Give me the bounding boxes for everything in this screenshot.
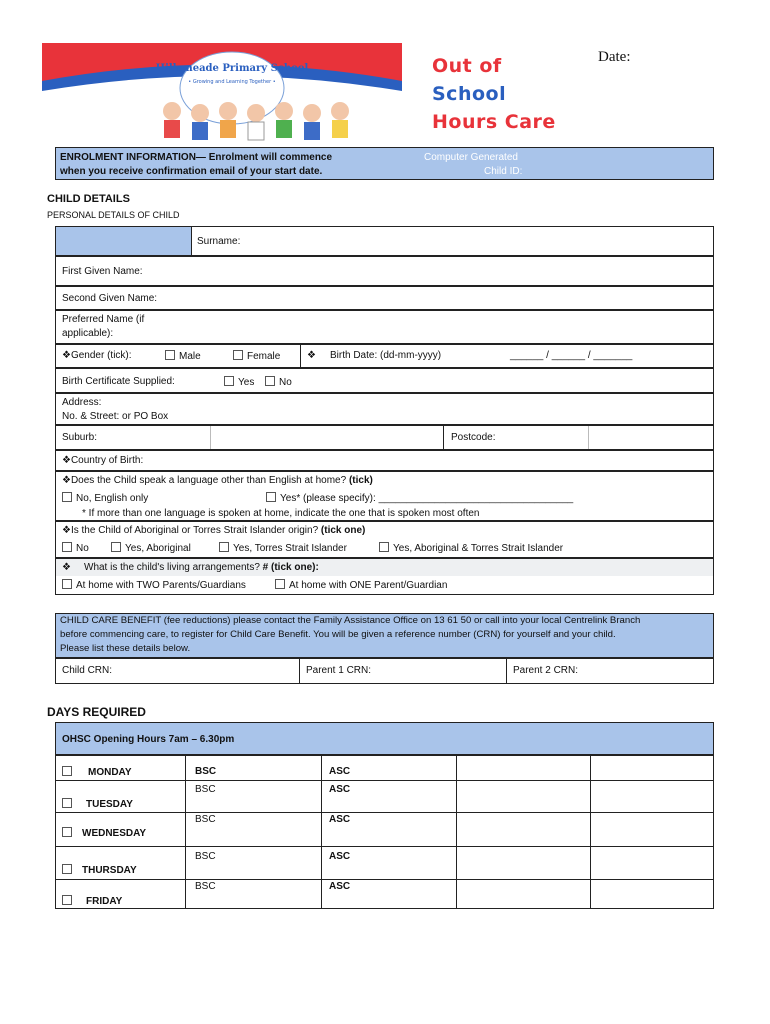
days-col-4 <box>590 755 591 909</box>
aboriginal-yes-option[interactable]: Yes, Aboriginal <box>111 542 191 555</box>
date-label: Date: <box>598 49 631 65</box>
yes-language-checkbox[interactable] <box>266 492 276 502</box>
no-english-checkbox[interactable] <box>62 492 72 502</box>
male-option[interactable]: Male <box>165 350 201 363</box>
birth-cert-no[interactable]: No <box>265 376 292 389</box>
first-given-name-label: First Given Name: <box>62 266 143 277</box>
living-one-option[interactable]: At home with ONE Parent/Guardian <box>275 579 447 592</box>
parent1-crn-field[interactable]: Parent 1 CRN: <box>306 665 372 676</box>
gender-label: ❖Gender (tick): <box>62 350 132 361</box>
birth-cert-yes-checkbox[interactable] <box>224 376 234 386</box>
torres-strait-option[interactable]: Yes, Torres Strait Islander <box>219 542 347 555</box>
ccb-info-line2: before commencing care, to register for Child Care Benefit. You will be given a reference number (CRN) for yourself and your child. <box>60 629 616 640</box>
gender-divider <box>300 344 301 368</box>
program-title: Out of School Hours Care <box>432 55 556 133</box>
birth-date-field[interactable]: ______ / ______ / _______ <box>510 350 633 361</box>
ccb-info-line3: Please list these details below. <box>60 643 191 654</box>
days-col-2 <box>321 755 322 909</box>
thursday-asc[interactable]: ASC <box>329 851 351 862</box>
monday-checkbox[interactable] <box>62 766 72 776</box>
torres-strait-checkbox[interactable] <box>219 542 229 552</box>
diamond-bullet-icon: ❖ <box>307 350 316 361</box>
parent2-crn-field[interactable]: Parent 2 CRN: <box>513 665 579 676</box>
first-name-row[interactable] <box>55 256 714 286</box>
birth-cert-label: Birth Certificate Supplied: <box>62 376 175 387</box>
friday-bsc[interactable]: BSC <box>195 881 216 892</box>
friday-option[interactable]: FRIDAY <box>62 895 122 908</box>
crn-divider-1 <box>299 658 300 684</box>
opening-hours-label: OHSC Opening Hours 7am – 6.30pm <box>62 734 235 745</box>
photo-block <box>56 227 192 255</box>
preferred-name-label-2: applicable): <box>62 328 114 339</box>
wednesday-option[interactable]: WEDNESDAY <box>62 827 146 840</box>
enrolment-info-line1: ENROLMENT INFORMATION— Enrolment will commence <box>60 152 333 163</box>
crn-row <box>55 658 714 684</box>
suburb-input[interactable] <box>210 426 444 449</box>
street-label: No. & Street: or PO Box <box>62 411 169 422</box>
birth-cert-no-checkbox[interactable] <box>265 376 275 386</box>
both-origin-option[interactable]: Yes, Aboriginal & Torres Strait Islander <box>379 542 563 555</box>
preferred-name-label-1: Preferred Name (if <box>62 314 145 325</box>
living-two-checkbox[interactable] <box>62 579 72 589</box>
country-of-birth-label: ❖Country of Birth: <box>62 455 144 466</box>
enrolment-info-line2: when you receive confirmation email of your start date. <box>60 166 323 177</box>
female-option[interactable]: Female <box>233 350 280 363</box>
days-col-3 <box>456 755 457 909</box>
yes-language-option[interactable]: Yes* (please specify): ___________________________________ <box>266 492 573 505</box>
preferred-name-row[interactable] <box>55 310 714 344</box>
computer-generated-label: Computer Generated <box>424 152 518 163</box>
crn-divider-2 <box>506 658 507 684</box>
suburb-label: Suburb: <box>62 432 98 443</box>
aboriginal-no-checkbox[interactable] <box>62 542 72 552</box>
surname-label[interactable]: Surname: <box>197 236 241 247</box>
aboriginal-yes-checkbox[interactable] <box>111 542 121 552</box>
child-details-heading: CHILD DETAILS <box>47 193 130 205</box>
monday-asc-header: ASC <box>329 766 351 777</box>
thursday-checkbox[interactable] <box>62 864 72 874</box>
school-logo <box>42 43 402 148</box>
days-row-line-4 <box>55 879 714 880</box>
days-col-1 <box>185 755 186 909</box>
friday-checkbox[interactable] <box>62 895 72 905</box>
birth-date-label: Birth Date: (dd-mm-yyyy) <box>330 350 442 361</box>
tuesday-option[interactable]: TUESDAY <box>62 798 133 811</box>
days-grid <box>55 755 714 909</box>
monday-asc[interactable]: ASC <box>329 784 351 795</box>
personal-details-subheading: PERSONAL DETAILS OF CHILD <box>47 210 180 220</box>
no-english-option[interactable]: No, English only <box>62 492 148 505</box>
days-row-line-3 <box>55 846 714 847</box>
second-given-name-label: Second Given Name: <box>62 293 158 304</box>
monday-bsc-header: BSC <box>195 766 217 777</box>
days-row-line-2 <box>55 812 714 813</box>
female-checkbox[interactable] <box>233 350 243 360</box>
friday-asc[interactable]: ASC <box>329 881 351 892</box>
language-question: ❖Does the Child speak a language other than English at home? (tick) <box>62 475 373 486</box>
school-name: Hillsmeade Primary School <box>155 63 309 74</box>
both-origin-checkbox[interactable] <box>379 542 389 552</box>
school-motto: • Growing and Learning Together • <box>188 79 276 85</box>
living-two-option[interactable]: At home with TWO Parents/Guardians <box>62 579 246 592</box>
language-note: * If more than one language is spoken at home, indicate the one that is spoken most often <box>82 508 480 519</box>
thursday-bsc[interactable]: BSC <box>195 851 216 862</box>
wednesday-checkbox[interactable] <box>62 827 72 837</box>
postcode-input[interactable] <box>588 426 714 449</box>
child-crn-field[interactable]: Child CRN: <box>62 665 113 676</box>
ccb-info-line1: CHILD CARE BENEFIT (fee reductions) please contact the Family Assistance Office on 13 61 50 or call into your local Centrelink Branch <box>60 615 641 626</box>
days-row-line-1 <box>55 780 714 781</box>
aboriginal-no-option[interactable]: No <box>62 542 89 555</box>
country-row[interactable] <box>55 450 714 471</box>
tuesday-asc[interactable]: ASC <box>329 814 351 825</box>
birth-cert-yes[interactable]: Yes <box>224 376 254 389</box>
thursday-option[interactable]: THURSDAY <box>62 864 137 877</box>
child-id-label: Child ID: <box>484 166 523 177</box>
male-checkbox[interactable] <box>165 350 175 360</box>
tuesday-checkbox[interactable] <box>62 798 72 808</box>
diamond-bullet-icon: ❖ <box>62 562 71 573</box>
days-required-heading: DAYS REQUIRED <box>47 705 146 719</box>
monday-bsc[interactable]: BSC <box>195 784 216 795</box>
monday-option[interactable]: MONDAY <box>62 766 132 779</box>
tuesday-bsc[interactable]: BSC <box>195 814 216 825</box>
living-one-checkbox[interactable] <box>275 579 285 589</box>
aboriginal-question: ❖Is the Child of Aboriginal or Torres Strait Islander origin? (tick one) <box>62 525 366 536</box>
postcode-label: Postcode: <box>451 432 496 443</box>
address-label: Address: <box>62 397 102 408</box>
living-question: What is the child's living arrangements? # (tick one): <box>84 562 319 573</box>
